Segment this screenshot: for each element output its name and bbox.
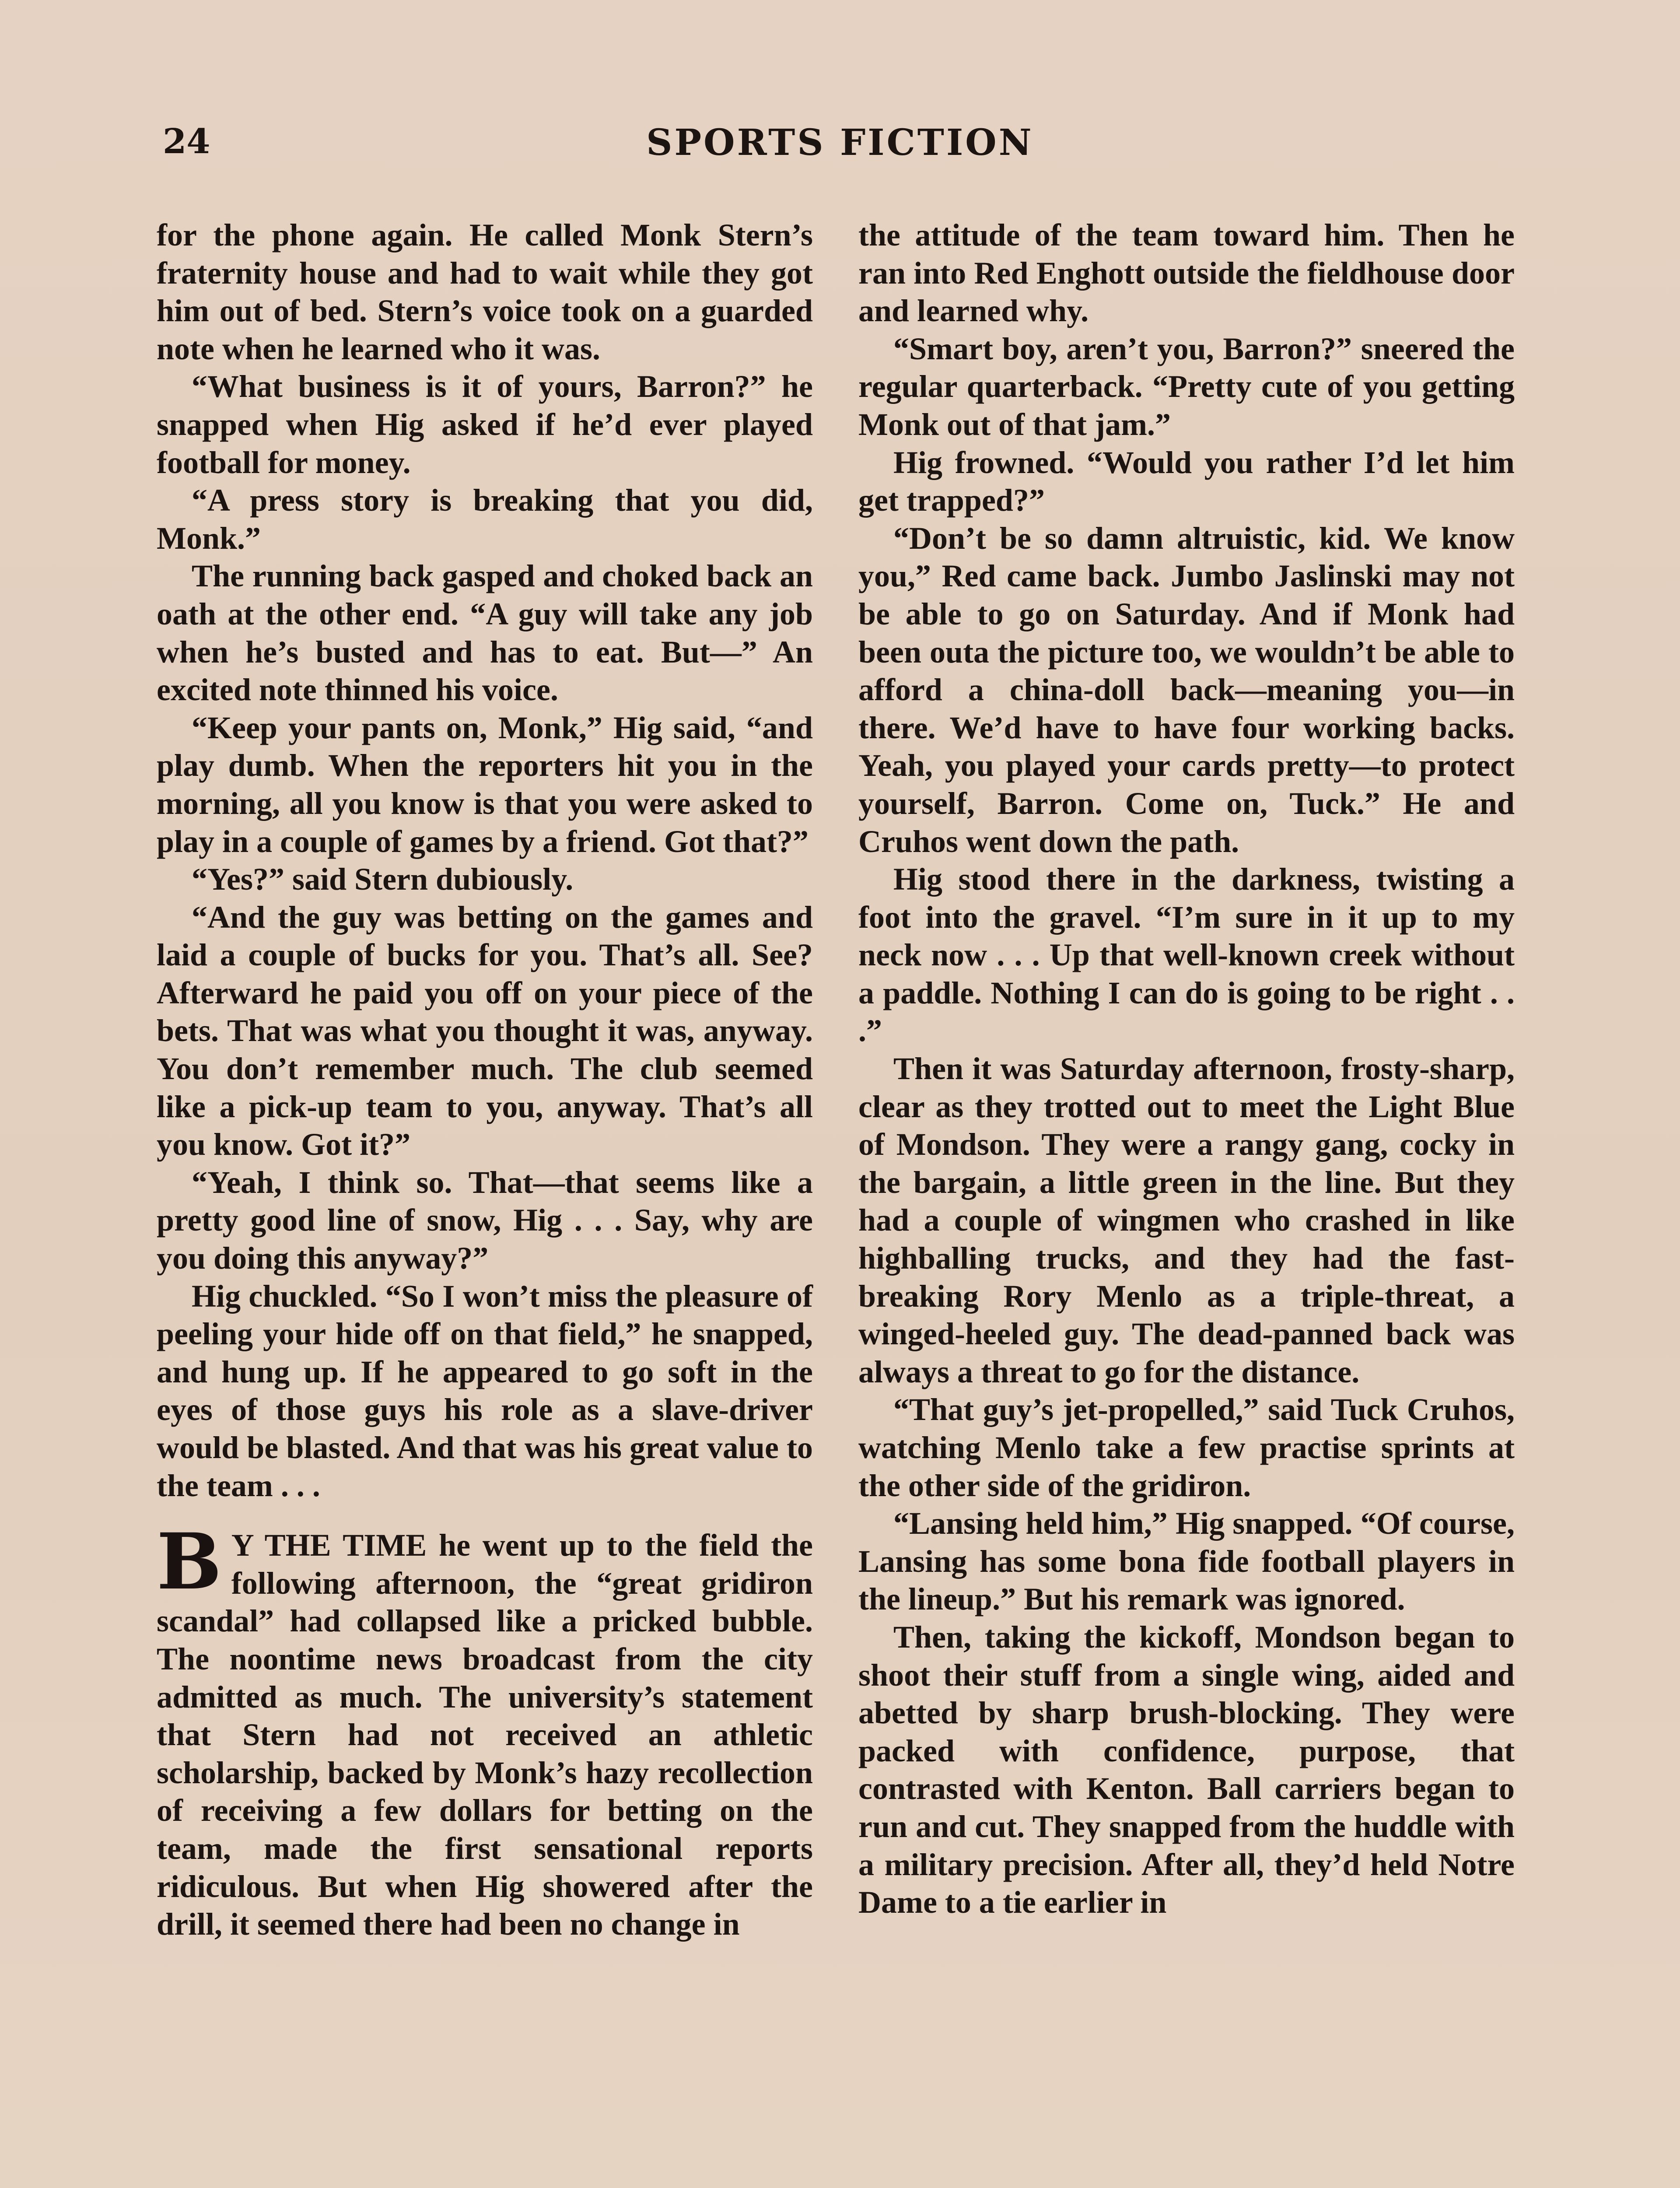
left-column [157, 216, 813, 1943]
section-opening-paragraph [157, 1516, 813, 1943]
lead-in: Y THE TIME [231, 1528, 427, 1563]
paragraph: Then, taking the kickoff, Mondson began to shoot their stuff from a single wing, aided and abetted by sharp brush-blocking. They were packed with confidence, purpose, that contrasted with Kenton. Ball carriers began to run and cut. They snapped from the huddle with a military precision. After all, they’d held Notre Dame to a tie earlier in [858, 1619, 1515, 1920]
paragraph: “A press story is breaking that you did, Monk.” [157, 483, 813, 556]
paragraph: “Lansing held him,” Hig snapped. “Of course, Lansing has some bona fide football players in the lineup.” But his remark was ignored. [858, 1506, 1515, 1617]
paragraph: “Don’t be so damn altruistic, kid. We know you,” Red came back. Jumbo Jaslinski may not be able to go on Saturday. And if Monk had been outa the picture too, we wouldn’t be able to afford a china-doll back—meaning you—in there. We’d have to have four working backs. Yeah, you played your cards pretty—to protect yourself, Barron. Come on, Tuck.” He and Cruhos went down the path. [858, 520, 1515, 859]
page-number: 24 [163, 122, 210, 161]
paragraph: The running back gasped and choked back an oath at the other end. “A guy will take any job when he’s busted and has to eat. But—” An excited note thinned his voice. [157, 558, 813, 708]
paragraph: Hig chuckled. “So I won’t miss the pleasure of peeling your hide off on that field,” he snapped, and hung up. If he appeared to go soft in the eyes of those guys his role as a slave-driver would be blasted. And that was his great value to the team . . . [157, 1278, 813, 1503]
paragraph: “Yeah, I think so. That—that seems like a pretty good line of snow, Hig . . . Say, why are you doing this anyway?” [157, 1164, 813, 1276]
right-column [858, 216, 1515, 1922]
paragraph: Then it was Saturday afternoon, frosty-sharp, clear as they trotted out to meet the Light Blue of Mondson. They were a rangy gang, cocky in the bargain, a little green in the line. But they had a couple of wingmen who crashed in like highballing trucks, and they had the fast-breaking Rory Menlo as a triple-threat, a winged-heeled guy. The dead-panned back was always a threat to go for the distance. [858, 1051, 1515, 1389]
paragraph: “What business is it of yours, Barron?” he snapped when Hig asked if he’d ever played football for money. [157, 369, 813, 480]
paragraph: “That guy’s jet-propelled,” said Tuck Cruhos, watching Menlo take a few practise sprints at the other side of the gridiron. [858, 1392, 1515, 1503]
paragraph: “Keep your pants on, Monk,” Hig said, “and play dumb. When the reporters hit you in the morning, all you know is that you were asked to play in a couple of games by a friend. Got that?” [157, 710, 813, 859]
paragraph: the attitude of the team toward him. Then he ran into Red Enghott outside the fieldhouse door and learned why. [858, 217, 1515, 329]
paragraph: Hig frowned. “Would you rather I’d let him get trapped?” [858, 445, 1515, 518]
paragraph: for the phone again. He called Monk Stern’s fraternity house and had to wait while they got him out of bed. Stern’s voice took on a guarded note when he learned who it was. [157, 217, 813, 366]
drop-cap: B [157, 1516, 222, 1607]
page-header [0, 122, 1680, 170]
section-text: he went up to the field the following afternoon, the “great gridiron scandal” had collapsed like a pricked bubble. The noontime news broadcast from the city admitted as much. The university’s statement that Stern had not received an athletic scholarship, backed by Monk’s hazy recollection of receiving a few dollars for betting on the team, made the first sensational reports ridiculous. But when Hig showered after the drill, it seemed there had been no change in [157, 1528, 813, 1942]
paragraph: “Smart boy, aren’t you, Barron?” sneered the regular quarterback. “Pretty cute of you getting Monk out of that jam.” [858, 331, 1515, 442]
running-title: SPORTS FICTION [646, 122, 1034, 164]
paragraph: “Yes?” said Stern dubiously. [192, 862, 574, 897]
paragraph: Hig stood there in the darkness, twisting a foot into the gravel. “I’m sure in it up to my neck now . . . Up that well-known creek without a paddle. Nothing I can do is going to be right . . .” [858, 862, 1515, 1048]
paragraph: “And the guy was betting on the games and laid a couple of bucks for you. That’s all. See? Afterward he paid you off on your piece of the bets. That was what you thought it was, anyway. You don’t remember much. The club seemed like a pick-up team to you, anyway. That’s all you know. Got it?” [157, 899, 813, 1162]
